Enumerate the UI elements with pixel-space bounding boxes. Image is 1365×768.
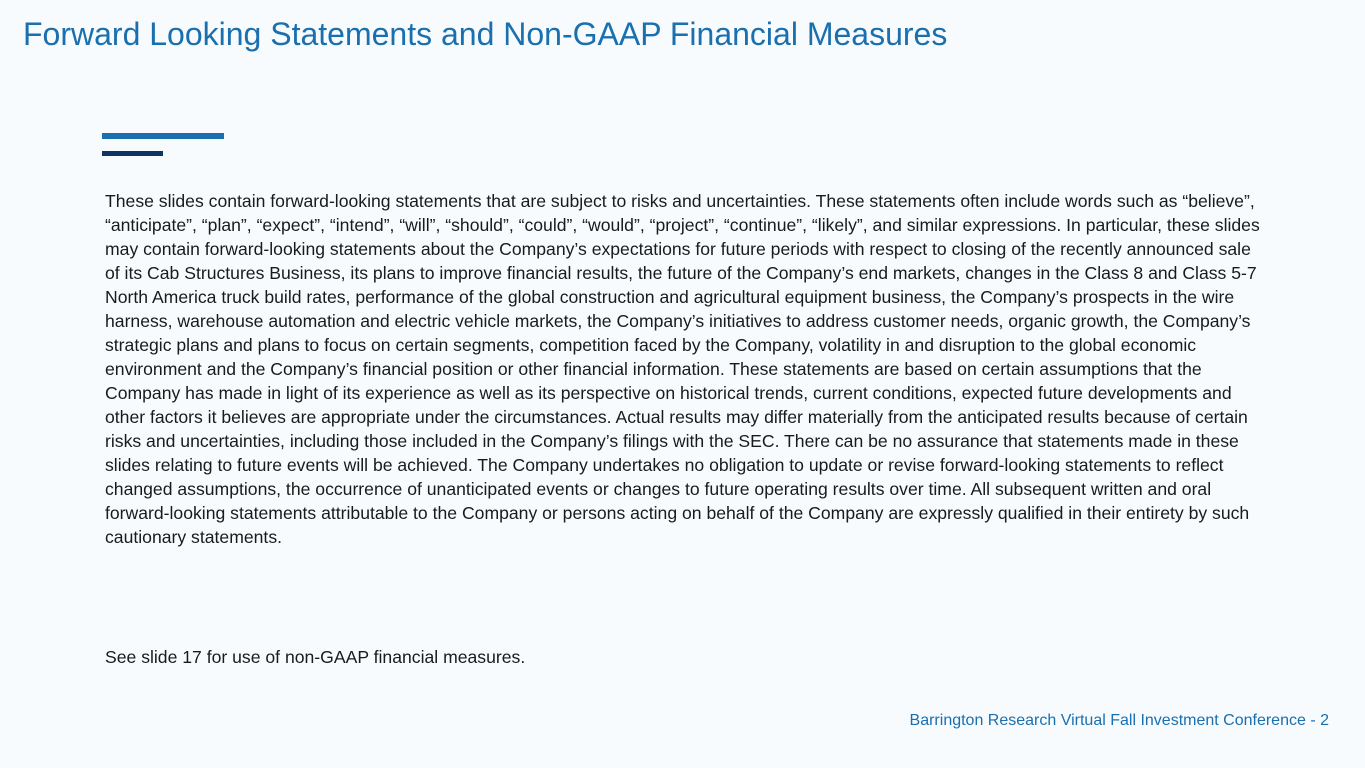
slide-title: Forward Looking Statements and Non-GAAP Financial Measures [23,16,948,52]
accent-bar-secondary [102,151,163,156]
forward-looking-statement-text: These slides contain forward-looking statements that are subject to risks and uncertainties. These statements often include words such as “believe”, “anticipate”, “plan”, “expect”, “intend”, “will”, “should”, “could”, “would”, “project”, “continue”, “likely”, and similar expressions. In particular, these slides may contain forward-looking statements about the Company’s expectations for future periods with respect to closing of the recently announced sale of its Cab Structures Business, its plans to improve financial results, the future of the Company’s end markets, changes in the Class 8 and Class 5-7 North America truck build rates, performance of the global construction and agricultural equipment business, the Company’s prospects in the wire harness, warehouse automation and electric vehicle markets, the Company’s initiatives to address customer needs, organic growth, the Company’s strategic plans and plans to focus on certain segments, competition faced by the Company, volatility in and disruption to the global economic environment and the Company’s financial position or other financial information. These statements are based on certain assumptions that the Company has made in light of its experience as well as its perspective on historical trends, current conditions, expected future developments and other factors it believes are appropriate under the circumstances. Actual results may differ materially from the anticipated results because of certain risks and uncertainties, including those included in the Company’s filings with the SEC. There can be no assurance that statements made in these slides relating to future events will be achieved. The Company undertakes no obligation to update or revise forward-looking statements to reflect changed assumptions, the occurrence of unanticipated events or changes to future operating results over time. All subsequent written and oral forward-looking statements attributable to the Company or persons acting on behalf of the Company are expressly qualified in their entirety by such cautionary statements. [105,191,1260,547]
non-gaap-note: See slide 17 for use of non-GAAP financial measures. [105,647,526,667]
slide-footer: Barrington Research Virtual Fall Investment Conference - 2 [909,712,1329,729]
accent-bar-primary [102,133,224,139]
